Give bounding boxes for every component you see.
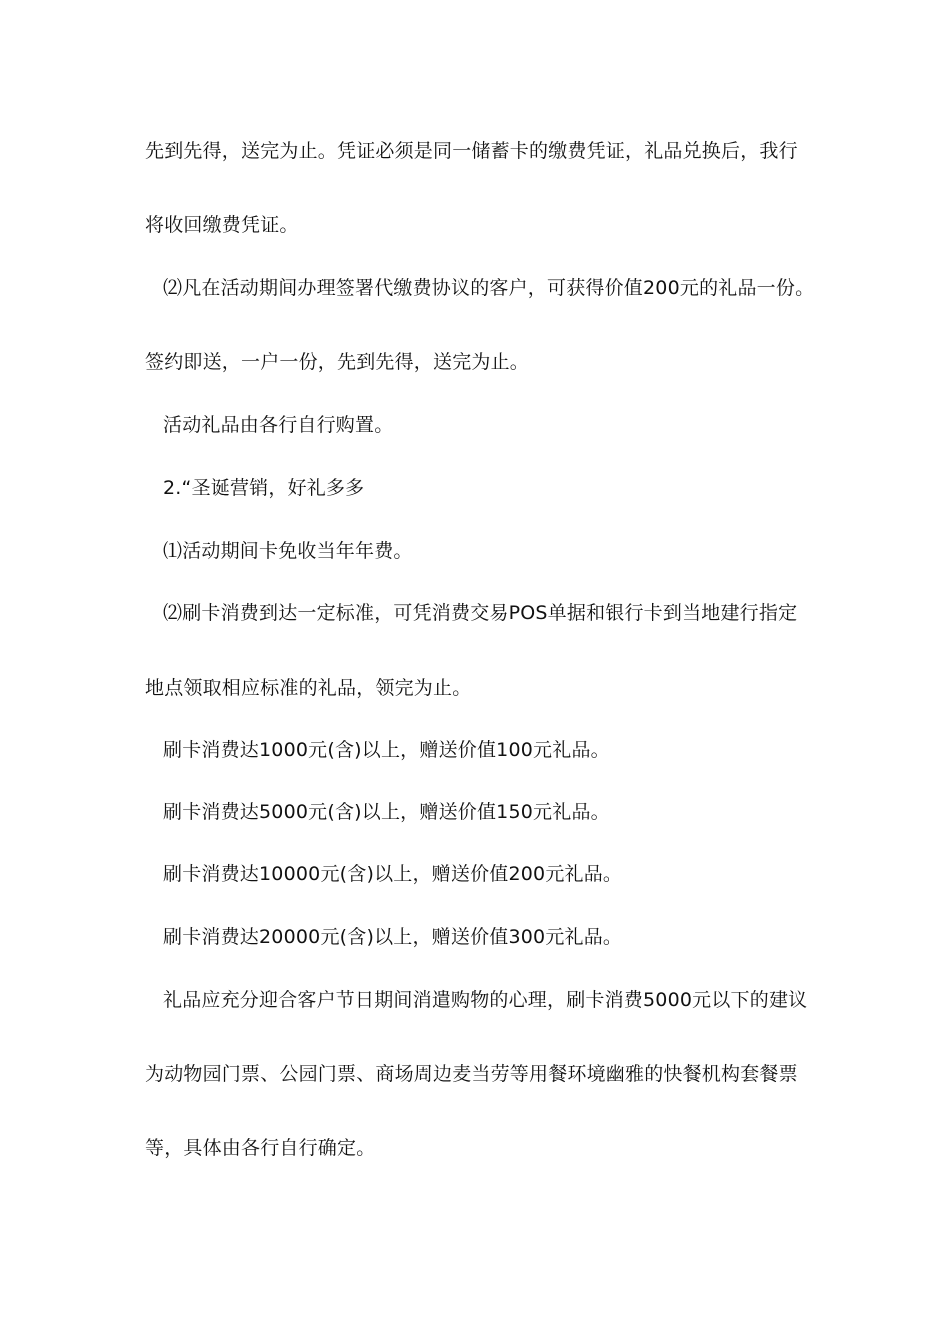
- paragraph-line: 等，具体由各行自行确定。: [145, 1137, 376, 1159]
- reward-tier-line: 刷卡消费达5000元(含)以上，赠送价值150元礼品。: [163, 801, 610, 823]
- paragraph-line: ⑵凡在活动期间办理签署代缴费协议的客户，可获得价值200元的礼品一份。: [163, 277, 815, 299]
- list-item: ⑵刷卡消费到达一定标准，可凭消费交易POS单据和银行卡到当地建行指定: [163, 602, 798, 624]
- reward-tier-line: 刷卡消费达20000元(含)以上，赠送价值300元礼品。: [163, 926, 623, 948]
- reward-tier-line: 刷卡消费达10000元(含)以上，赠送价值200元礼品。: [163, 863, 623, 885]
- paragraph-line: 地点领取相应标准的礼品，领完为止。: [145, 677, 472, 699]
- paragraph-line: 先到先得，送完为止。凭证必须是同一储蓄卡的缴费凭证，礼品兑换后，我行: [145, 140, 798, 162]
- paragraph-line: 为动物园门票、公园门票、商场周边麦当劳等用餐环境幽雅的快餐机构套餐票: [145, 1063, 798, 1085]
- paragraph-line: 将收回缴费凭证。: [145, 214, 299, 236]
- paragraph-line: 礼品应充分迎合客户节日期间消遣购物的心理，刷卡消费5000元以下的建议: [163, 989, 808, 1011]
- paragraph-line: 签约即送，一户一份，先到先得，送完为止。: [145, 351, 530, 373]
- reward-tier-line: 刷卡消费达1000元(含)以上，赠送价值100元礼品。: [163, 739, 610, 761]
- paragraph-line: 活动礼品由各行自行购置。: [163, 414, 394, 436]
- section-heading: 2.“圣诞营销，好礼多多: [163, 477, 365, 499]
- list-item: ⑴活动期间卡免收当年年费。: [163, 540, 413, 562]
